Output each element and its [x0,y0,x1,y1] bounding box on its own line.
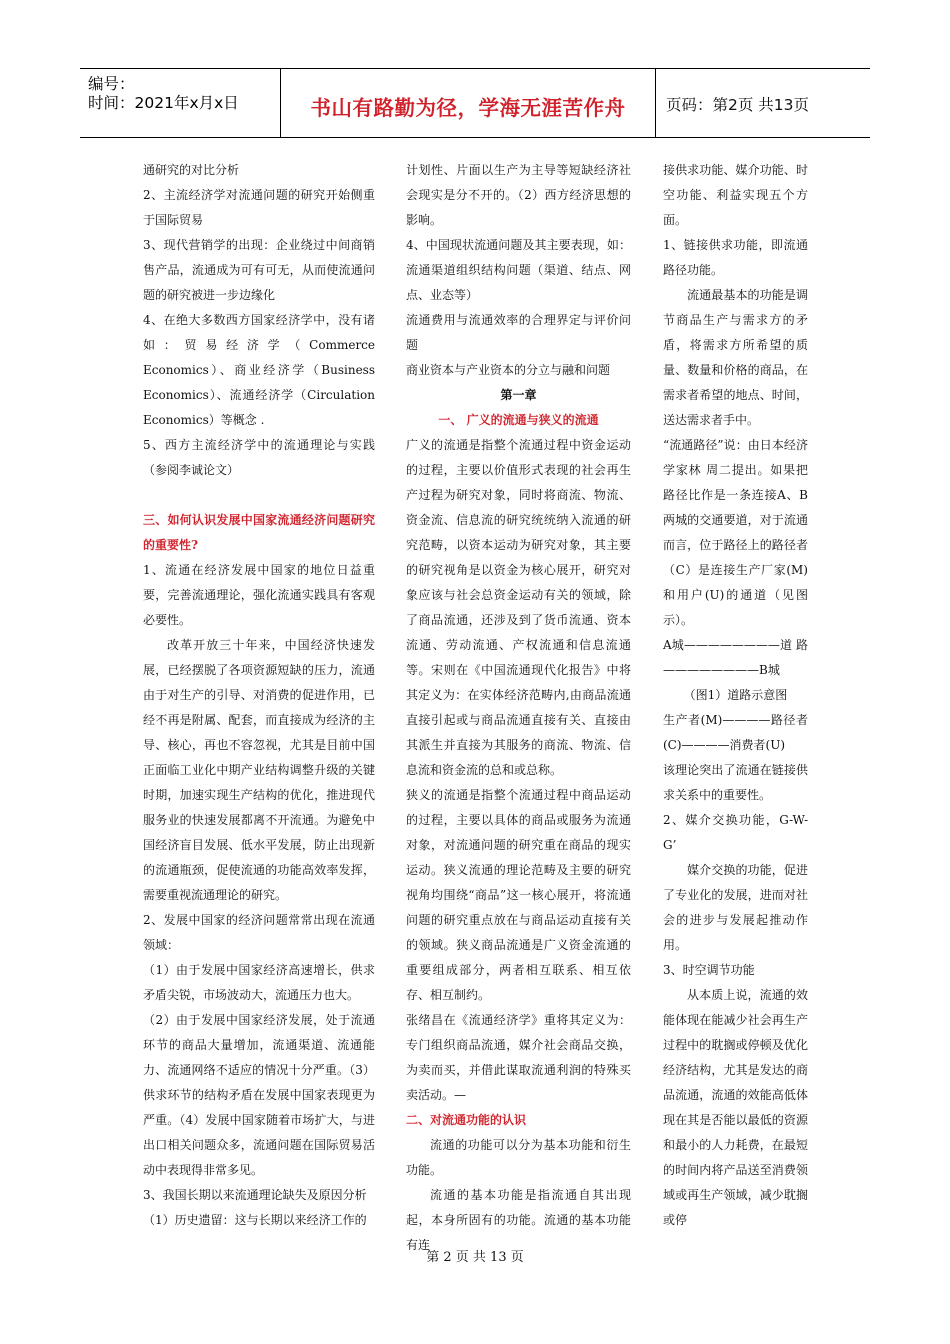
paragraph: “流通路径”说：由日本经济学家林 周二提出。如果把路径比作是一条连接A、B两城的交通要道，对于流通而言，位于路径上的路径者（C）是连接生产厂家(M)和用户(U)的通道（见图示）。 [663,438,808,627]
section-heading: 三、如何认识发展中国家流通经济问题研究的重要性? [143,513,375,552]
list-item: 3、现代营销学的出现：企业绕过中间商销售产品，流通成为可有可无，从而使流通问题的研究被进一步边缘化 [143,238,375,302]
list-item: （2）由于发展中国家经济发展，处于流通环节的商品大量增加，流通渠道、流通能力、流通网络不适应的情况十分严重。（3）供求环节的结构矛盾在发展中国家表现更为严重。（4）发展中国家随着市场扩大，与进出口相关问题众多，流通问题在国际贸易活动中表现得非常多见。 [143,1013,375,1177]
paragraph: 商业资本与产业资本的分立与融和问题 [406,363,611,377]
header-page-cell [656,69,870,137]
paragraph: 流通的基本功能是指流通自其出现起，本身所固有的功能。流通的基本功能有连 [406,1188,631,1252]
paragraph: 流通最基本的功能是调节商品生产与需求方的矛盾，将需求方所希望的质量、数量和价格的商品，在需求者希望的地点、时间，送达需求者手中。 [663,288,808,427]
chapter-title: 第一章 [500,388,537,402]
page-header [80,68,870,138]
paragraph: 计划性、片面以生产为主导等短缺经济社会现实是分不开的。（2）西方经济思想的影响。 [406,163,631,227]
list-item: 4、中国现状流通问题及其主要表现，如：流通渠道组织结构问题（渠道、结点、网点、业态等） [406,238,631,302]
section-heading: 一、 广义的流通与狭义的流通 [438,413,599,427]
column-3 [663,158,808,1233]
list-item: 2、媒介交换功能，G-W-G’ [663,813,808,852]
paragraph: 改革开放三十年来，中国经济快速发展，已经摆脱了各项资源短缺的压力，流通由于对生产的引导、对消费的促进作用，已经不再是附属、配套，而直接成为经济的主导、核心，再也不容忽视，尤其是目前中国正面临工业化中期产业结构调整升级的关键时期，加速实现生产结构的优化，推进现代服务业的快速发展都离不开流通。为避免中国经济盲目发展、低水平发展，防止出现新的流通瓶颈，促使流通的功能高效率发挥，需要重视流通理论的研究。 [143,638,375,902]
paragraph: 媒介交换的功能，促进了专业化的发展，进而对社会的进步与发展起推动作用。 [663,863,808,952]
path-diagram-line: 生产者(M)————路径者(C)————消费者(U) [663,713,808,752]
paragraph: 流通费用与流通效率的合理界定与评价问题 [406,313,631,352]
page-footer: 第 2 页 共 13 页 [426,1250,524,1265]
paragraph: 从本质上说，流通的效能体现在能减少社会再生产过程中的耽搁或停顿及优化经济结构，尤其是发达的商品流通，流通的效能高低体现在其是否能以最低的资源和最小的人力耗费，在最短的时间内将产品送至消费领域或再生产领域，减少耽搁或停 [663,988,808,1227]
header-page-info: 页码：第2页 共13页 [666,96,810,114]
list-item: 1、链接供求功能，即流通路径功能。 [663,238,808,277]
road-diagram-line: A城————————道 路————————B城 [663,638,808,677]
list-item: （1）由于发展中国家经济高速增长，供求矛盾尖锐，市场波动大，流通压力也大。 [143,963,375,1002]
list-item: 5、西方主流经济学中的流通理论与实践（参阅李诚论文） [143,438,375,477]
paragraph: 该理论突出了流通在链接供求关系中的重要性。 [663,763,808,802]
figure-caption: （图1）道路示意图 [683,688,788,702]
paragraph: 广义的流通是指整个流通过程中资金运动的过程，主要以价值形式表现的社会再生产过程为研究对象，同时将商流、物流、资金流、信息流的研究统统纳入流通的研究范畴，以资本运动为研究对象，其主要的研究视角是以资金为核心展开，研究对象应该与社会总资金运动有关的领域，除了商品流通，还涉及到了货币流通、资本流通、劳动流通、产权流通和信息流通等。宋则在《中国流通现代化报告》中将其定义为：在实体经济范畴内,由商品流通直接引起或与商品流通直接有关、直接由其派生并直接为其服务的商流、物流、信息流和资金流的总和或总称。 [406,438,631,777]
list-item: 2、主流经济学对流通问题的研究开始侧重于国际贸易 [143,188,375,227]
paragraph: 接供求功能、媒介功能、时空功能、利益实现五个方面。 [663,163,808,227]
list-item: 1、流通在经济发展中国家的地位日益重要，完善流通理论，强化流通实践具有客观必要性。 [143,563,375,627]
paragraph: 通研究的对比分析 [143,163,240,177]
header-meta-cell [80,69,281,137]
document-time-label: 时间：2021年x月x日 [88,94,239,112]
list-item: 3、时空调节功能 [663,963,755,977]
header-motto-cell [281,69,656,137]
document-number-label: 编号： [88,75,135,93]
column-1 [143,158,375,1233]
header-motto: 书山有路勤为径，学海无涯苦作舟 [310,96,626,120]
paragraph: 张绪昌在《流通经济学》重将其定义为：专门组织商品流通，媒介社会商品交换，为卖而买，并借此谋取流通利润的特殊买卖活动。— [406,1013,631,1102]
column-2 [406,158,631,1258]
paragraph: 流通的功能可以分为基本功能和衍生功能。 [406,1138,631,1177]
list-item: 4、在绝大多数西方国家经济学中，没有诸如：贸易经济学（Commerce Economics）、商业经济学（Business Economics）、流通经济学（Circulation Economics）等概念 . [143,313,375,427]
list-item: 3、我国长期以来流通理论缺失及原因分析 [143,1188,367,1202]
list-item: （1）历史遗留：这与长期以来经济工作的 [143,1213,367,1227]
section-heading: 二、对流通功能的认识 [406,1113,527,1127]
paragraph: 狭义的流通是指整个流通过程中商品运动的过程，主要以具体的商品或服务为流通对象，对流通问题的研究重在商品的现实运动。狭义流通的理论范畴及主要的研究视角均围绕“商品”这一核心展开，将流通问题的研究重点放在与商品运动直接有关的领域。狭义商品流通是广义资金流通的重要组成部分，两者相互联系、相互依存、相互制约。 [406,788,631,1002]
list-item: 2、发展中国家的经济问题常常出现在流通领域： [143,913,375,952]
